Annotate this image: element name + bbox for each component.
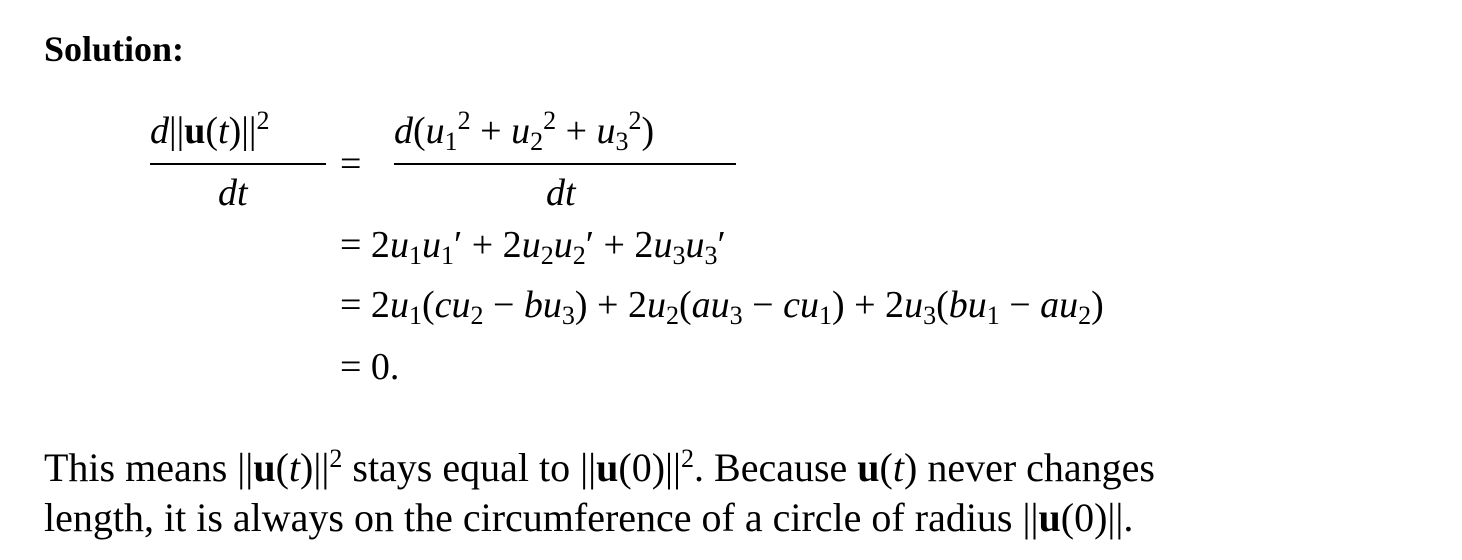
equation-line-2: = $2u_1u_1' + 2u_2u_2' + 2u_3u_3'$	[340, 224, 726, 270]
equals-sign: =	[340, 143, 362, 185]
paragraph-line-1: This means $||u(t)||^2$ stays equal to $||u(0)||^2$. Because u(t) never changes	[44, 444, 1155, 490]
lhs-numerator: $d||u(t)||^2$	[150, 106, 270, 152]
rhs-numerator: $d(u_1^2 + u_2^2 + u_3^2)$	[394, 106, 655, 156]
rhs-fraction-bar	[394, 163, 736, 165]
equation-line-3: = $2u_1(cu_2 - bu_3) + 2u_2(au_3 - cu_1) + 2u_3(bu_1 - au_2)$	[340, 284, 1104, 330]
rhs-denominator: dt	[546, 172, 576, 214]
lhs-denominator: dt	[218, 172, 248, 214]
lhs-fraction-bar	[150, 163, 326, 165]
equation-line-4: = 0.	[340, 346, 400, 388]
solution-heading: Solution:	[44, 29, 185, 69]
paragraph-line-2: length, it is always on the circumference of a circle of radius ||u(0)||.	[44, 495, 1134, 540]
